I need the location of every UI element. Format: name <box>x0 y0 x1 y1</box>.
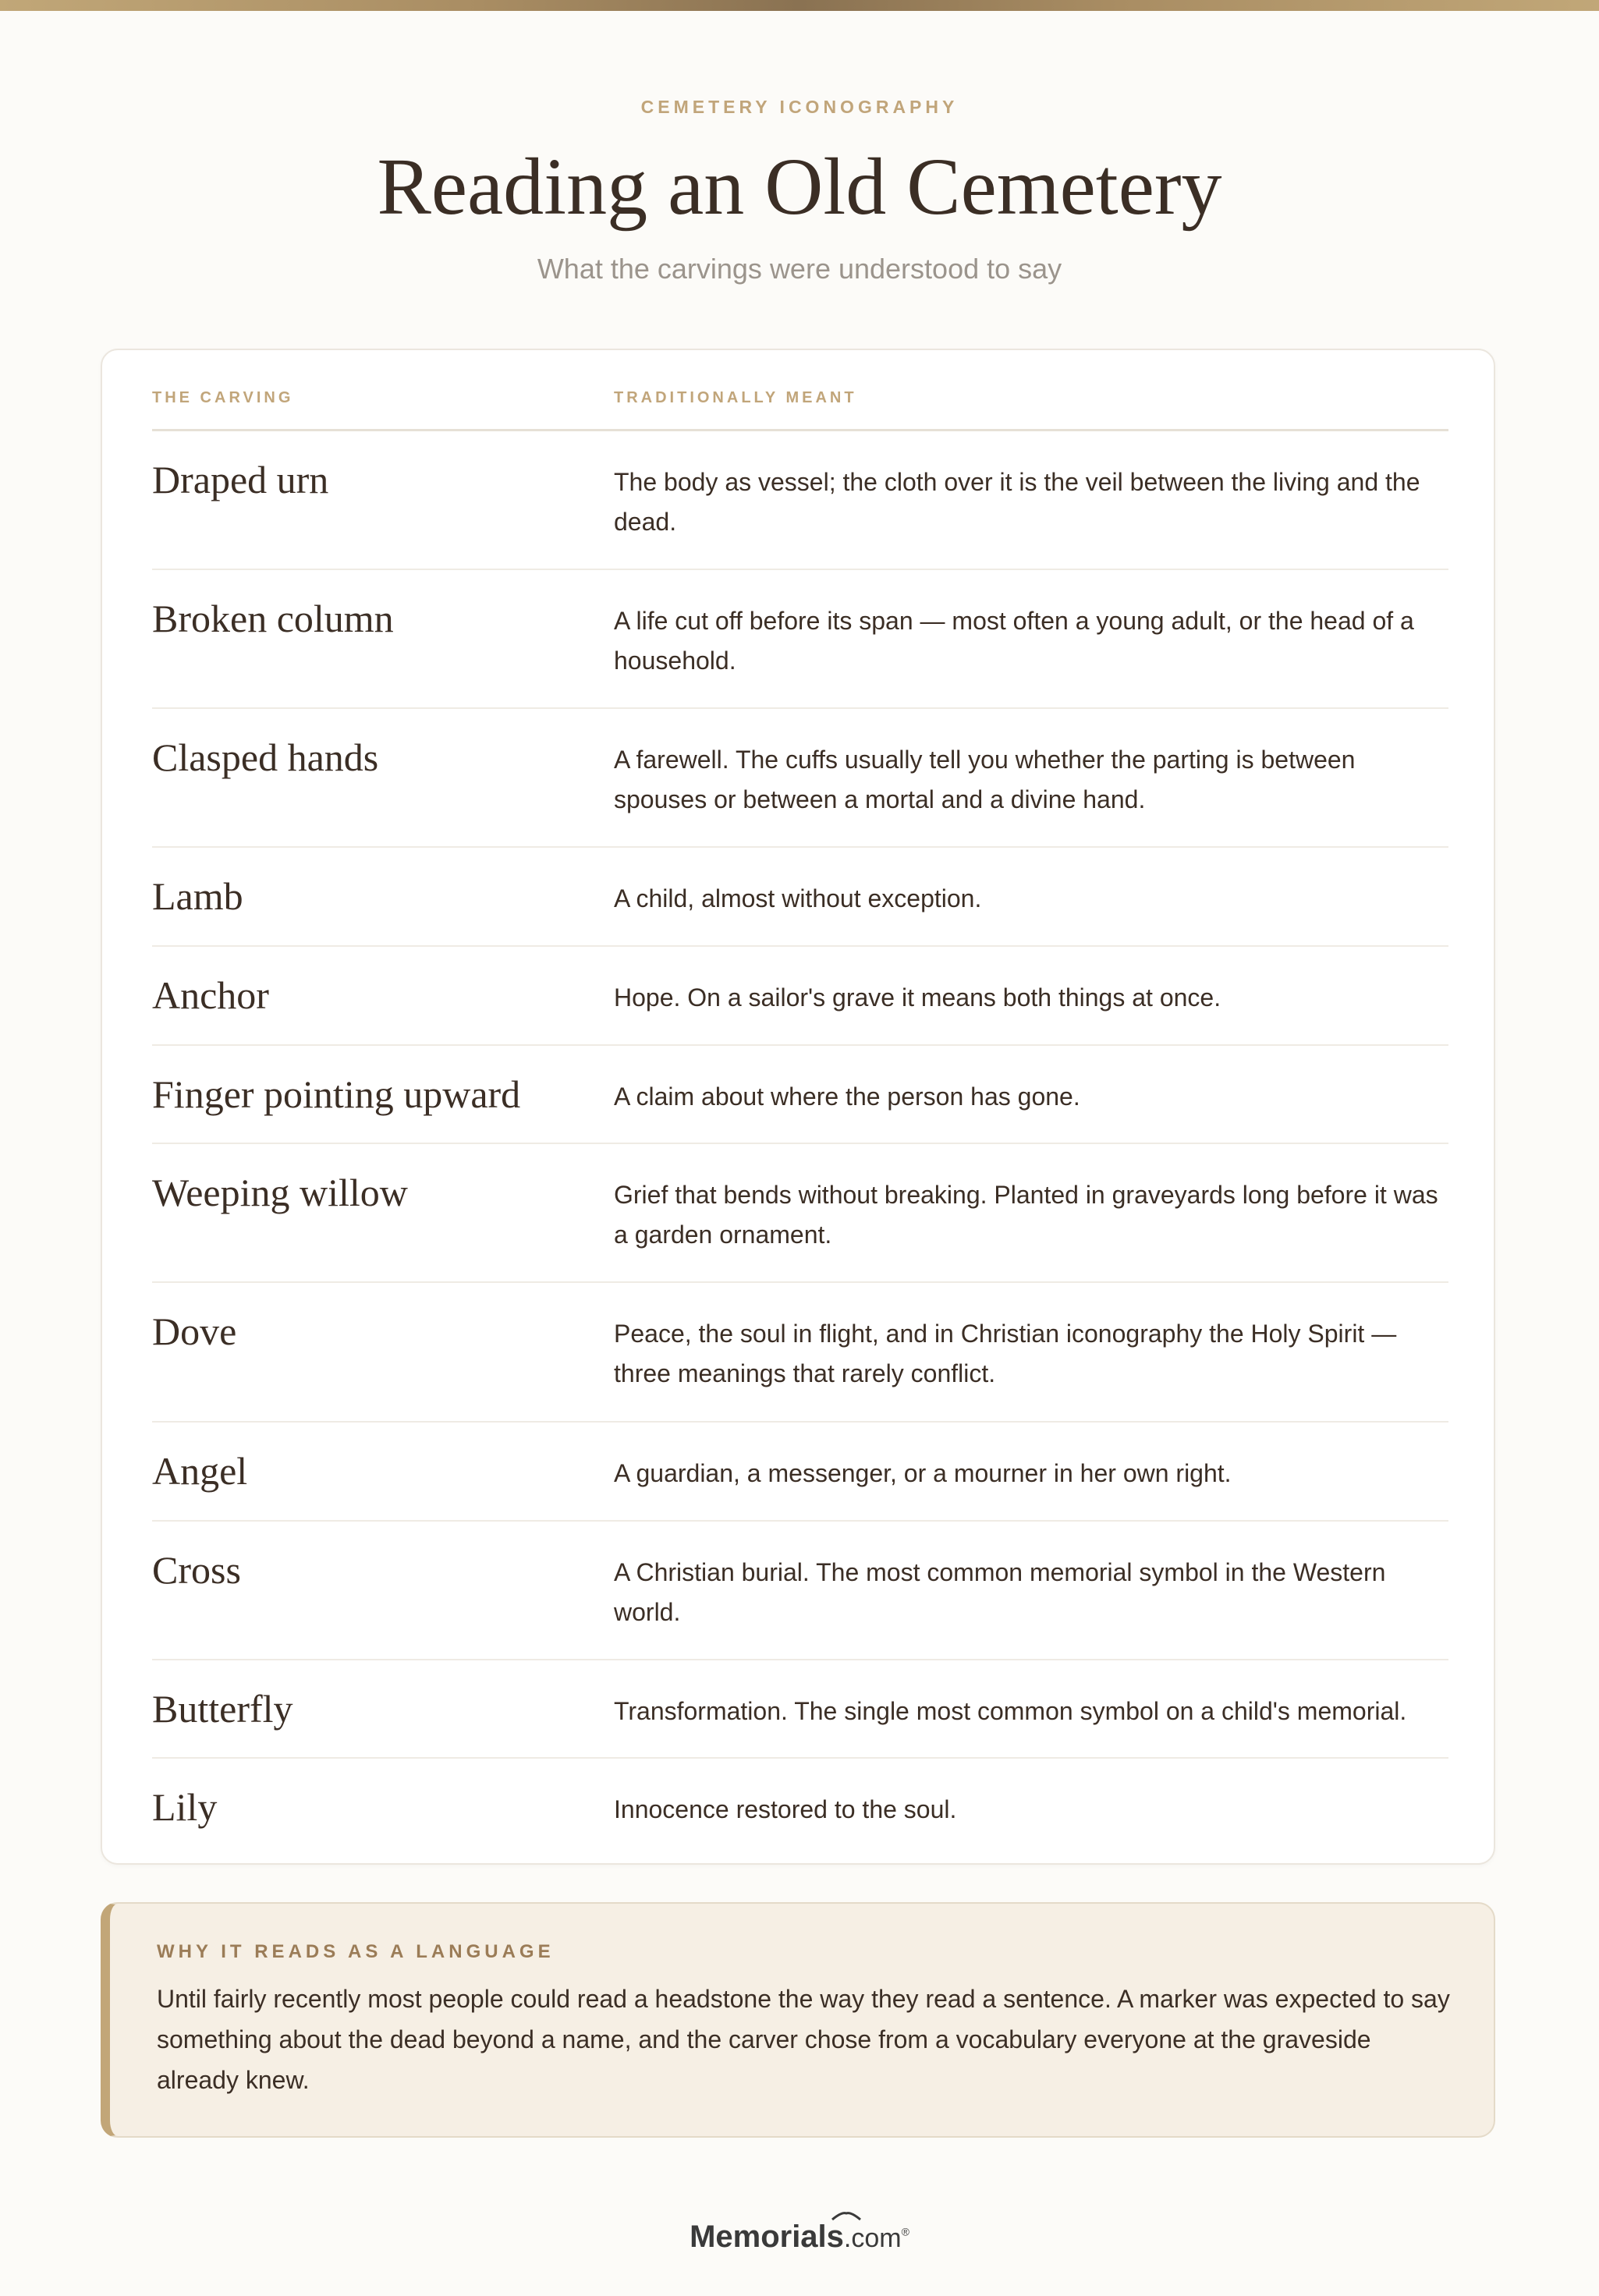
table-row <box>152 570 1448 709</box>
carving-name: Dove <box>152 1309 237 1353</box>
column-header-carving: THE CARVING <box>152 389 294 406</box>
carving-meaning: Transformation. The single most common symbol on a child's memorial. <box>614 1697 1407 1725</box>
carving-meaning: A life cut off before its span — most often a young adult, or the head of a household. <box>614 607 1414 675</box>
carving-name: Weeping willow <box>152 1171 408 1214</box>
table-body <box>152 431 1448 1857</box>
carving-name: Butterfly <box>152 1687 293 1731</box>
table-row <box>152 1522 1448 1660</box>
callout-label: WHY IT READS AS A LANGUAGE <box>157 1941 555 1962</box>
memorials-logo[interactable] <box>0 2220 1599 2255</box>
carving-name: Clasped hands <box>152 735 379 779</box>
carving-meaning: A farewell. The cuffs usually tell you whether the parting is between spouses or between a mortal and a divine hand. <box>614 746 1356 813</box>
carving-meaning: Grief that bends without breaking. Planted in graveyards long before it was a garden ornament. <box>614 1181 1438 1249</box>
carving-meaning: A child, almost without exception. <box>614 884 982 912</box>
table-row <box>152 947 1448 1046</box>
carving-meaning: Hope. On a sailor's grave it means both things at once. <box>614 983 1221 1012</box>
carving-name: Lily <box>152 1785 218 1829</box>
table-row <box>152 431 1448 570</box>
table-row <box>152 1423 1448 1522</box>
carving-meaning: A claim about where the person has gone. <box>614 1082 1080 1111</box>
table-header <box>152 350 1448 431</box>
symbols-table-card <box>101 349 1495 1865</box>
carving-name: Draped urn <box>152 458 329 501</box>
table-row <box>152 848 1448 947</box>
table-row <box>152 709 1448 848</box>
table-row <box>152 1144 1448 1283</box>
carving-meaning: The body as vessel; the cloth over it is the veil between the living and the dead. <box>614 468 1420 536</box>
carving-meaning: Peace, the soul in flight, and in Christian iconography the Holy Spirit — three meanings that rarely conflict. <box>614 1320 1397 1387</box>
table-row <box>152 1283 1448 1423</box>
carving-name: Lamb <box>152 874 243 918</box>
carving-meaning: A guardian, a messenger, or a mourner in her own right. <box>614 1459 1232 1487</box>
table-row <box>152 1660 1448 1759</box>
logo-suffix: .com <box>843 2223 902 2253</box>
language-callout <box>101 1902 1495 2138</box>
top-accent-bar <box>0 0 1599 11</box>
page-title: Reading an Old Cemetery <box>377 142 1222 232</box>
table-row <box>152 1046 1448 1144</box>
carving-name: Anchor <box>152 973 269 1017</box>
carving-meaning: Innocence restored to the soul. <box>614 1795 957 1823</box>
logo-name: Memorials <box>690 2220 844 2254</box>
page-eyebrow: CEMETERY ICONOGRAPHY <box>640 97 959 117</box>
carving-name: Finger pointing upward <box>152 1072 521 1116</box>
logo-registered: ® <box>901 2225 909 2238</box>
carving-name: Broken column <box>152 597 394 640</box>
column-header-meaning: TRADITIONALLY MEANT <box>614 389 857 406</box>
carving-name: Angel <box>152 1449 248 1493</box>
carving-meaning: A Christian burial. The most common memorial symbol in the Western world. <box>614 1558 1386 1626</box>
carving-name: Cross <box>152 1548 241 1592</box>
table-row <box>152 1759 1448 1857</box>
logo-wordmark <box>690 2220 909 2255</box>
page-subtitle: What the carvings were understood to say <box>537 253 1062 285</box>
callout-text: Until fairly recently most people could read a headstone the way they read a sentence. A marker was expected to say something about the dead beyond a name, and the carver chose from a vocabulary everyone at the graveside already knew. <box>157 1985 1450 2094</box>
logo-swoosh-icon <box>831 2210 862 2221</box>
